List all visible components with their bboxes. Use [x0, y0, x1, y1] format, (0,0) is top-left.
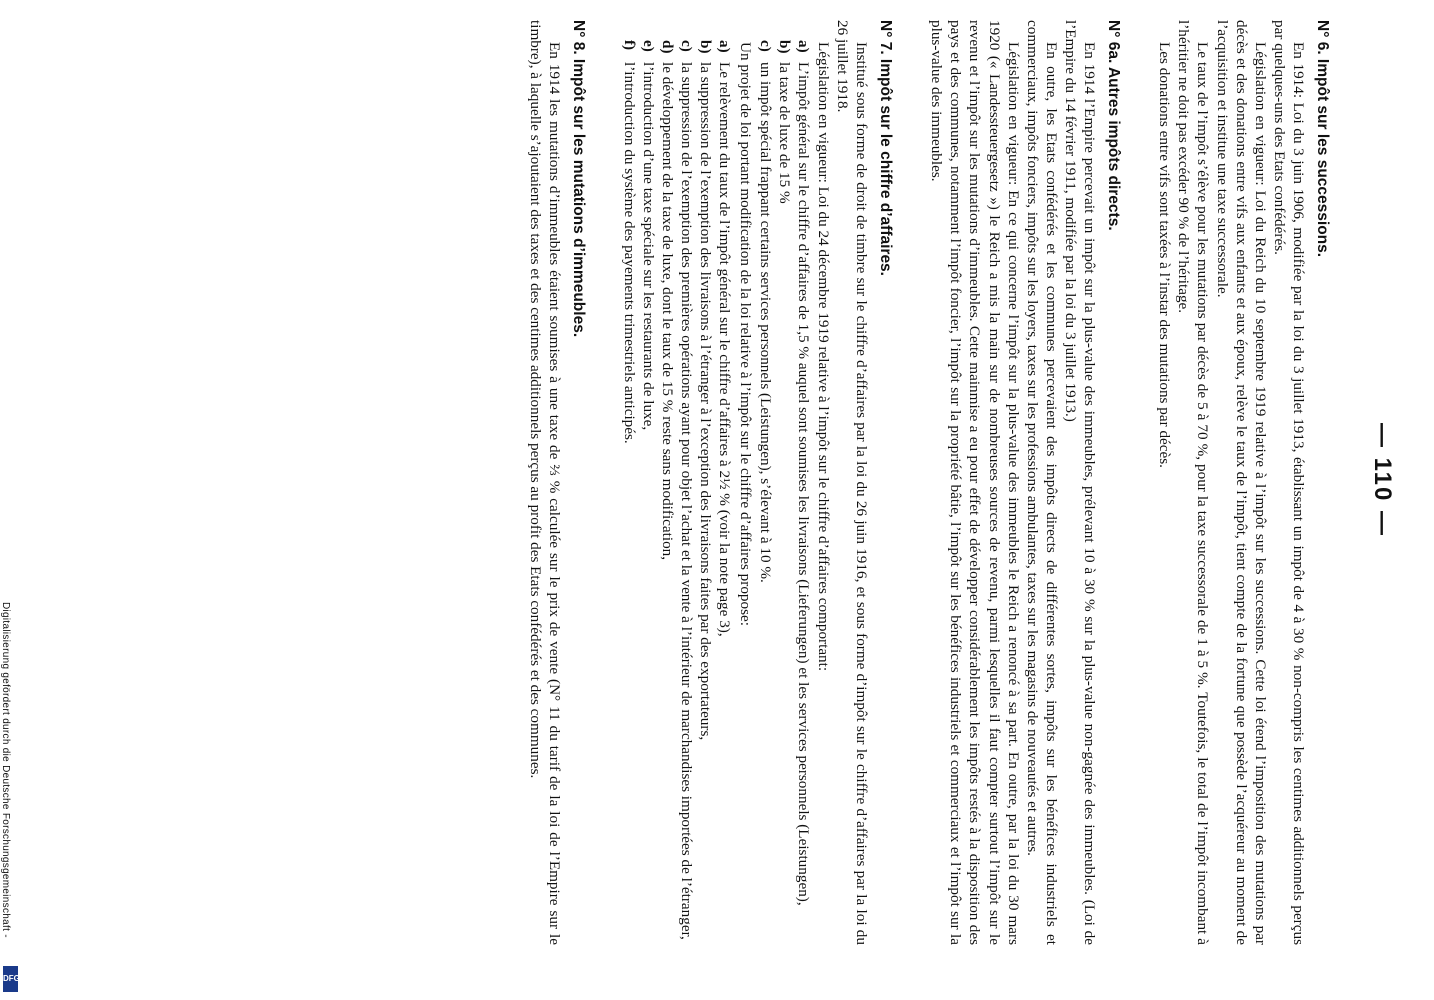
list-items-current-law [756, 20, 813, 945]
list-item [639, 20, 658, 945]
paragraph: Le taux de l’impôt s’élève pour les mutations par décès de 5 à 70 %, pour la taxe successorale de 1 à 5 %. Toutefois, le total de l’impôt incombant à l’héritier ne doit pas excéder 90 % de l’héritage. [1175, 20, 1212, 945]
list-item [620, 20, 639, 945]
list-item-text: l’introduction d’une taxe spéciale sur les restaurants de luxe, [640, 62, 658, 431]
paragraph: Législation en vigueur: Loi du 24 décembre 1919 relative à l’impôt sur le chiffre d’affaires comportant: [814, 42, 832, 672]
paragraph: En 1914 les mutations d’immeubles étaient soumises à une taxe de ⅔ % calculée sur le prix de vente (N° 11 du tarif de la loi de l’Empire sur le timbre), à laquelle s’ajoutaient des taxes et des centimes additionnels perçus au profit des Etats confédérés et des communes. [526, 20, 563, 945]
digitization-credit: Digitalisierung gefördert durch die Deutsche Forschungsgemeinschaft - [0, 602, 11, 938]
paragraph: En 1914: Loi du 3 juin 1906, modifiée par la loi du 3 juillet 1913, établissant un impôt de 4 à 30 % non-compris les centimes additionnels perçus par quelques-uns des Etats confédérés. [1270, 20, 1307, 945]
list-item [677, 20, 696, 945]
list-item-marker: b) [697, 40, 715, 54]
document-body [494, 20, 1332, 945]
section-6a [927, 20, 1123, 945]
paragraph: Institué sous forme de droit de timbre sur le chiffre d’affaires par la loi du 26 juin 1916, et sous forme d’impôt sur le chiffre d’affaires par la loi du 26 juillet 1918. [834, 20, 871, 945]
paragraph: Législation en vigueur: Loi du Reich du 10 septembre 1919 relative à l’impôt sur les successions. Cette loi étend l’imposition des mutations par décès et des donations entre vifs aux enfants et aux époux, relève le taux de l’impôt, tient compte de la fortune que possède l’acquéreur au moment de l’acquisition et institue une taxe successorale. [1213, 20, 1269, 945]
paragraph: Les donations entre vifs sont taxées à l’instar des mutations par décès. [1156, 42, 1174, 468]
list-item [696, 20, 715, 945]
section-heading: N° 7. Impôt sur le chiffre d’affaires. [877, 20, 895, 276]
sidebar-credit [0, 0, 22, 1000]
paragraph: Un projet de loi portant modification de la loi relative à l’impôt sur le chiffre d’affaires propose: [736, 42, 754, 626]
list-item-marker: d) [659, 40, 677, 54]
section-heading: N° 6. Impôt sur les successions. [1314, 20, 1331, 258]
list-item-text: L’impôt général sur le chiffre d’affaires de 1,5 % auquel sont soumises les livraisons (Lieferungen) et les services personnels (Leistungen), [794, 62, 812, 906]
section-heading: N° 6a. Autres impôts directs. [1105, 20, 1123, 231]
list-item-text: l’introduction du système des payements trimestriels anticipés. [621, 62, 638, 444]
list-items-proposal [620, 20, 735, 945]
list-item [775, 20, 794, 945]
list-item-marker: f) [621, 40, 638, 51]
list-item-text: Le relèvement du taux de l’impôt général sur le chiffre d’affaires à 2½ % (voir la note page 3), [716, 62, 734, 637]
section-7 [620, 20, 895, 945]
paragraph: Législation en vigueur: En ce qui concerne l’impôt sur la plus-value des immeubles le Reich a renoncé à sa part. En outre, par la loi du 30 mars 1920 (« Landessteuergesetz ») le Reich a mis la main sur de nombreuses sources de revenu, parmi lesquelles il faut compter surtout l’impôt sur le revenu et l’impôt sur les mutations d’immeubles. Cette mainmise a eu pour effet de développer considérablement les impôts restés à la disposition des pays et des communes, notamment l’impôt foncier, l’impôt sur la propriété bâtie, l’impôt sur les bénéfices industriels et commerciaux et l’impôt sur la plus-value des immeubles. [928, 20, 1022, 945]
paragraph: En 1914 l’Empire percevait un impôt sur la plus-value des immeubles, prélevant 10 à 30 % sur la plus-value non-gagnée des immeubles. (Loi de l’Empire du 14 février 1911, modifiée par la loi du 3 juillet 1913.) [1061, 20, 1099, 945]
list-item-text: la suppression de l’exemption des premières opérations ayant pour objet l’achat et la vente à l’intérieur de marchandises importées de l’étranger, [678, 62, 696, 940]
page-number: — 110 — [1369, 422, 1396, 538]
list-item-marker: a) [716, 40, 734, 53]
paragraph: En outre, les Etats confédérés et les communes percevaient des impôts directs de différentes sortes, impôts sur les bénéfices industriels et commerciaux, impôts fonciers, impôts sur les loyers, taxes sur les professions ambulantes, taxes sur les magasins de nouveautés et autres. [1023, 20, 1060, 945]
section-6 [1155, 20, 1332, 945]
list-item-marker: a) [794, 40, 812, 53]
list-item-text: la taxe de luxe de 15 % [775, 62, 793, 204]
section-heading: N° 8. Impôt sur les mutations d’immeubles. [569, 20, 587, 338]
list-item [715, 20, 734, 945]
list-item-marker: b) [775, 40, 793, 54]
list-item-text: le développement de la taxe de luxe, dont le taux de 15 % reste sans modification, [659, 62, 677, 561]
list-item [658, 20, 677, 945]
list-item-marker: e) [640, 40, 658, 52]
list-item [756, 20, 775, 945]
list-item [794, 20, 813, 945]
list-item-marker: c) [678, 40, 696, 52]
dfg-logo: DFG [3, 966, 18, 992]
section-8 [526, 20, 588, 945]
list-item-text: la suppression de l’exemption des livraisons à l’étranger à l’exception des livraisons faites par des exportateurs, [697, 62, 715, 741]
list-item-marker: c) [756, 40, 774, 52]
rotated-page [136, 0, 1416, 960]
list-item-text: un impôt spécial frappant certains services personnels (Leistungen), s’élevant à 10 %. [756, 62, 774, 583]
